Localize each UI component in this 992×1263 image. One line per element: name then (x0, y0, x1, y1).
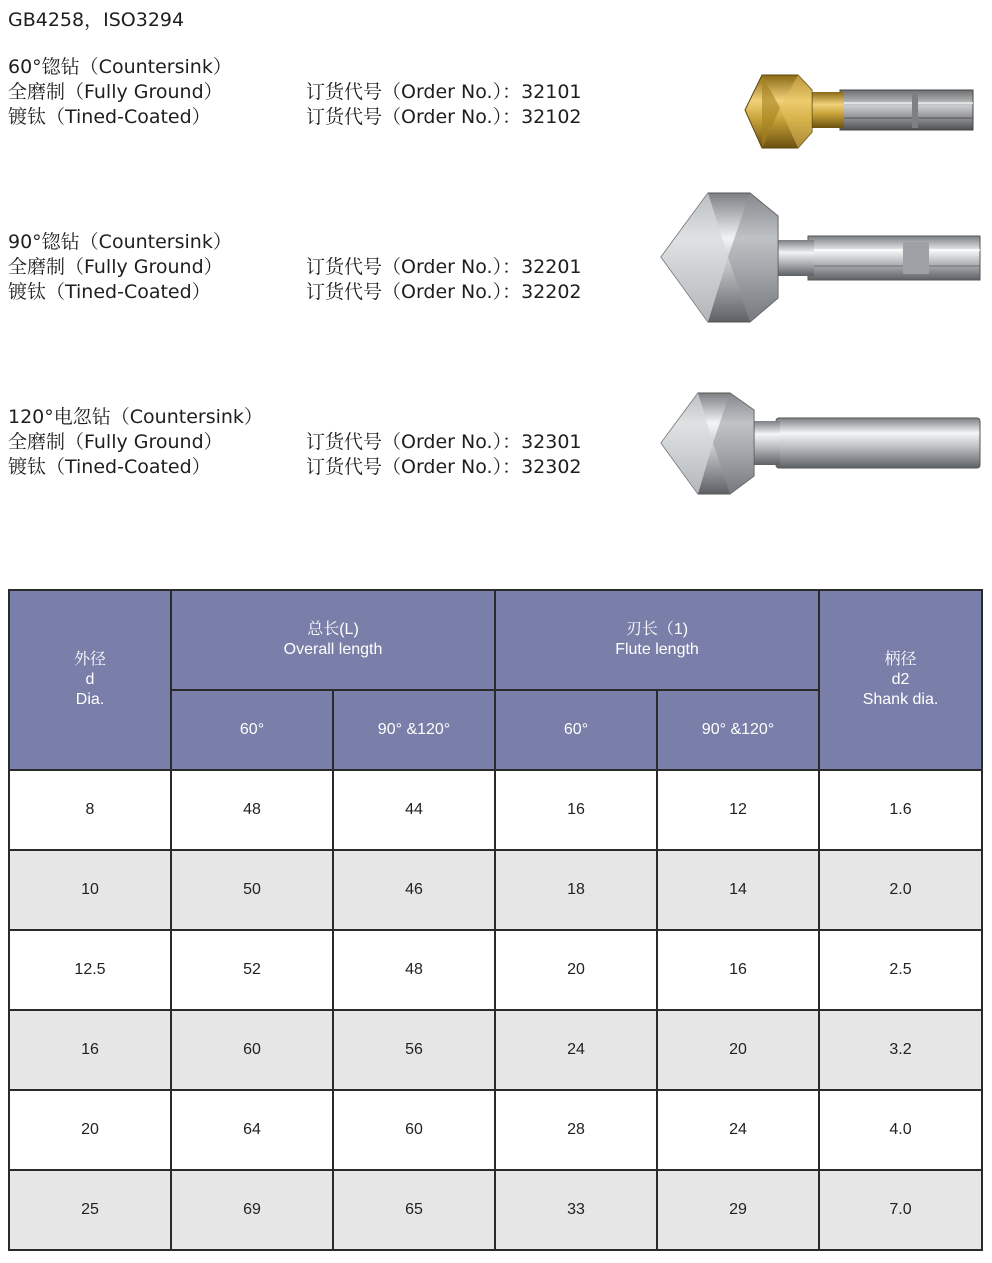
variant-name: 镀钛（Tined-Coated） (8, 456, 211, 478)
cell-flute-60: 28 (495, 1090, 657, 1170)
header-dia: 外径 d Dia. (9, 590, 171, 770)
order-info (306, 80, 582, 105)
cell-shank-dia: 3.2 (819, 1010, 982, 1090)
table-row (9, 1090, 982, 1170)
cell-dia: 25 (9, 1170, 171, 1250)
cell-overall-60: 64 (171, 1090, 333, 1170)
order-number: 32101 (521, 81, 582, 103)
variant-name: 全磨制（Fully Ground） (8, 256, 223, 278)
order-label: 订货代号（Order No.）： (306, 81, 522, 103)
cell-shank-dia: 4.0 (819, 1090, 982, 1170)
variant-name: 全磨制（Fully Ground） (8, 81, 223, 103)
cell-flute-60: 33 (495, 1170, 657, 1250)
cell-shank-dia: 1.6 (819, 770, 982, 850)
cell-flute-90-120: 14 (657, 850, 819, 930)
order-number: 32102 (521, 106, 582, 128)
subheader-flute-90-120: 90° &120° (657, 690, 819, 770)
subheader-flute-60: 60° (495, 690, 657, 770)
cell-flute-90-120: 20 (657, 1010, 819, 1090)
order-label: 订货代号（Order No.）： (306, 456, 522, 478)
cell-flute-90-120: 16 (657, 930, 819, 1010)
cell-flute-60: 16 (495, 770, 657, 850)
variant-name: 全磨制（Fully Ground） (8, 431, 223, 453)
cell-overall-90-120: 65 (333, 1170, 495, 1250)
cell-dia: 20 (9, 1090, 171, 1170)
product-block-90 (8, 230, 582, 305)
cell-shank-dia: 7.0 (819, 1170, 982, 1250)
order-info (306, 255, 582, 280)
cell-overall-90-120: 60 (333, 1090, 495, 1170)
header-shank-dia: 柄径 d2 Shank dia. (819, 590, 982, 770)
gold-countersink-60-icon (740, 70, 975, 155)
order-label: 订货代号（Order No.）： (306, 106, 522, 128)
subheader-overall-60: 60° (171, 690, 333, 770)
order-info (306, 455, 582, 480)
variant-line (8, 280, 582, 305)
cell-dia: 16 (9, 1010, 171, 1090)
variant-line (8, 455, 582, 480)
variant-name: 镀钛（Tined-Coated） (8, 281, 211, 303)
variant-line (8, 255, 582, 280)
order-info (306, 105, 582, 130)
subheader-overall-90-120: 90° &120° (333, 690, 495, 770)
cell-overall-60: 52 (171, 930, 333, 1010)
cell-flute-60: 18 (495, 850, 657, 930)
cell-overall-90-120: 44 (333, 770, 495, 850)
cell-shank-dia: 2.0 (819, 850, 982, 930)
cell-overall-90-120: 48 (333, 930, 495, 1010)
cell-overall-90-120: 56 (333, 1010, 495, 1090)
product-title: 90°锪钻（Countersink） (8, 231, 232, 253)
cell-dia: 8 (9, 770, 171, 850)
standard-reference: GB4258，ISO3294 (8, 9, 185, 31)
table-row (9, 770, 982, 850)
cell-flute-90-120: 12 (657, 770, 819, 850)
order-label: 订货代号（Order No.）： (306, 431, 522, 453)
header-flute-length: 刃长（1) Flute length (495, 590, 819, 690)
variant-line (8, 80, 582, 105)
product-block-60 (8, 55, 582, 130)
variant-name: 镀钛（Tined-Coated） (8, 106, 211, 128)
order-label: 订货代号（Order No.）： (306, 281, 522, 303)
order-info (306, 430, 582, 455)
table-row (9, 1170, 982, 1250)
cell-shank-dia: 2.5 (819, 930, 982, 1010)
order-number: 32201 (521, 256, 582, 278)
cell-dia: 10 (9, 850, 171, 930)
spec-table (8, 589, 983, 1251)
steel-countersink-120-icon (658, 388, 983, 498)
cell-flute-60: 24 (495, 1010, 657, 1090)
cell-overall-60: 50 (171, 850, 333, 930)
product-title: 120°电忽钻（Countersink） (8, 406, 263, 428)
cell-flute-90-120: 29 (657, 1170, 819, 1250)
table-row (9, 930, 982, 1010)
order-label: 订货代号（Order No.）： (306, 256, 522, 278)
order-number: 32302 (521, 456, 582, 478)
steel-countersink-90-icon (658, 188, 983, 326)
cell-flute-60: 20 (495, 930, 657, 1010)
product-title: 60°锪钻（Countersink） (8, 56, 232, 78)
order-number: 32202 (521, 281, 582, 303)
variant-line (8, 105, 582, 130)
table-row (9, 1010, 982, 1090)
table-row (9, 850, 982, 930)
order-info (306, 280, 582, 305)
variant-line (8, 430, 582, 455)
cell-flute-90-120: 24 (657, 1090, 819, 1170)
cell-overall-60: 69 (171, 1170, 333, 1250)
order-number: 32301 (521, 431, 582, 453)
cell-overall-90-120: 46 (333, 850, 495, 930)
cell-dia: 12.5 (9, 930, 171, 1010)
cell-overall-60: 48 (171, 770, 333, 850)
header-overall-length: 总长(L) Overall length (171, 590, 495, 690)
cell-overall-60: 60 (171, 1010, 333, 1090)
product-block-120 (8, 405, 582, 480)
